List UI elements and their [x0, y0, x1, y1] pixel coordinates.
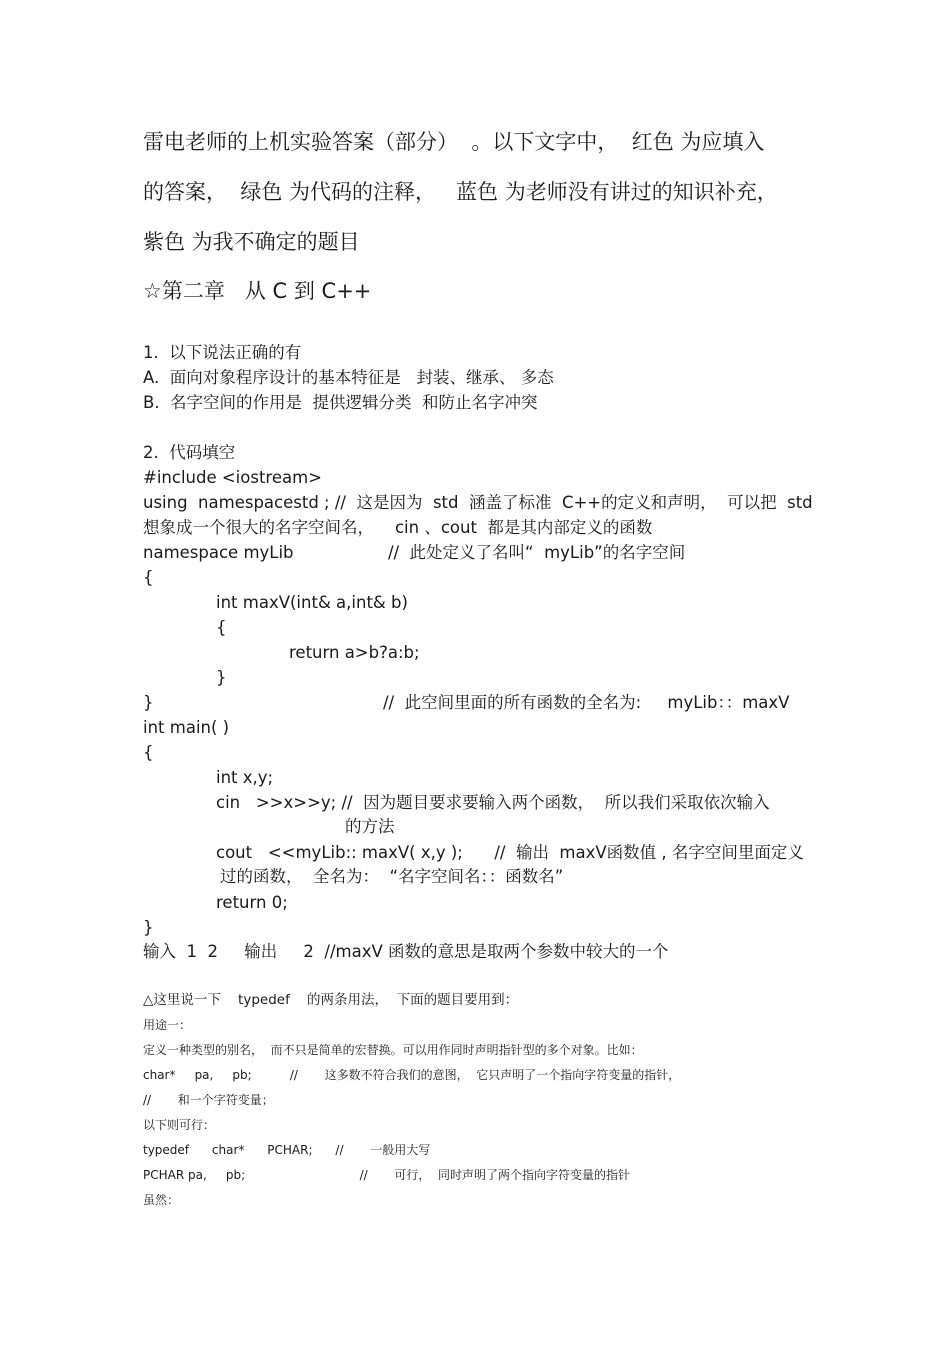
intro-line-1: 雷电老师的上机实验答案（部分） 。以下文字中， 红色 为应填入 — [143, 130, 765, 154]
code-line: int x,y; — [216, 768, 274, 787]
code-line: namespace myLib // 此处定义了名叫“ myLib”的名字空间 — [143, 543, 686, 562]
code-line: cin >>x>>y; // 因为题目要求要输入两个函数， 所以我们采取依次输入 — [216, 793, 770, 812]
note-line: 定义一种类型的别名， 而不只是简单的宏替换。可以用作同时声明指针型的多个对象。比如： — [143, 1043, 643, 1057]
code-line: using namespacestd ; // 这是因为 std 涵盖了标准 C++的定义和声明， 可以把 std — [143, 493, 813, 512]
code-comment: // 此空间里面的所有函数的全名为: myLib：：maxV — [383, 693, 790, 712]
code-line: int main( ) — [143, 718, 230, 737]
note-line: 用途一： — [143, 1018, 192, 1032]
note-line: // 和一个字符变量； — [143, 1093, 274, 1107]
intro-line-2: 的答案， 绿色 为代码的注释， 蓝色 为老师没有讲过的知识补充， — [143, 180, 778, 204]
intro-line-3: 紫色 为我不确定的题目 — [143, 230, 360, 254]
note-line: char* pa, pb; // 这多数不符合我们的意图， 它只声明了一个指向字符变量的指针， — [143, 1068, 681, 1082]
note-line: 以下则可行： — [143, 1118, 216, 1132]
chapter-title: ☆第二章 从 C 到 C++ — [143, 279, 372, 303]
note-line: typedef char* PCHAR; // 一般用大写 — [143, 1143, 431, 1157]
code-line: 输入 1 2 输出 2 //maxV 函数的意思是取两个参数中较大的一个 — [143, 942, 669, 961]
note-line: 虽然： — [143, 1193, 180, 1207]
code-line: { — [143, 743, 154, 762]
code-line: return 0; — [216, 893, 288, 912]
code-line: { — [143, 568, 154, 587]
code-line: 过的函数， 全名为： “名字空间名：：函数名” — [220, 867, 564, 886]
question-1-option-a: A. 面向对象程序设计的基本特征是 封装、继承、 多态 — [143, 368, 554, 387]
question-2-title: 2. 代码填空 — [143, 443, 236, 462]
code-line: { — [216, 618, 227, 637]
code-line: 想象成一个很大的名字空间名， cin 、cout 都是其内部定义的函数 — [143, 518, 653, 537]
code-line: 的方法 — [345, 817, 395, 836]
typedef-heading: △这里说一下 typedef 的两条用法， 下面的题目要用到： — [143, 992, 519, 1008]
code-line: } — [143, 918, 154, 937]
question-1-option-b: B. 名字空间的作用是 提供逻辑分类 和防止名字冲突 — [143, 393, 538, 412]
code-line: return a>b?a:b; — [289, 643, 420, 662]
code-line: #include <iostream> — [143, 468, 323, 487]
code-line: } — [216, 668, 227, 687]
question-1-title: 1. 以下说法正确的有 — [143, 343, 302, 362]
code-line: int maxV(int& a,int& b) — [216, 593, 408, 612]
note-line: PCHAR pa, pb; // 可行， 同时声明了两个指向字符变量的指针 — [143, 1168, 630, 1182]
code-line: cout <<myLib:: maxV( x,y ); // 输出 maxV函数值 , 名字空间里面定义 — [216, 843, 804, 862]
code-line: } — [143, 693, 154, 712]
